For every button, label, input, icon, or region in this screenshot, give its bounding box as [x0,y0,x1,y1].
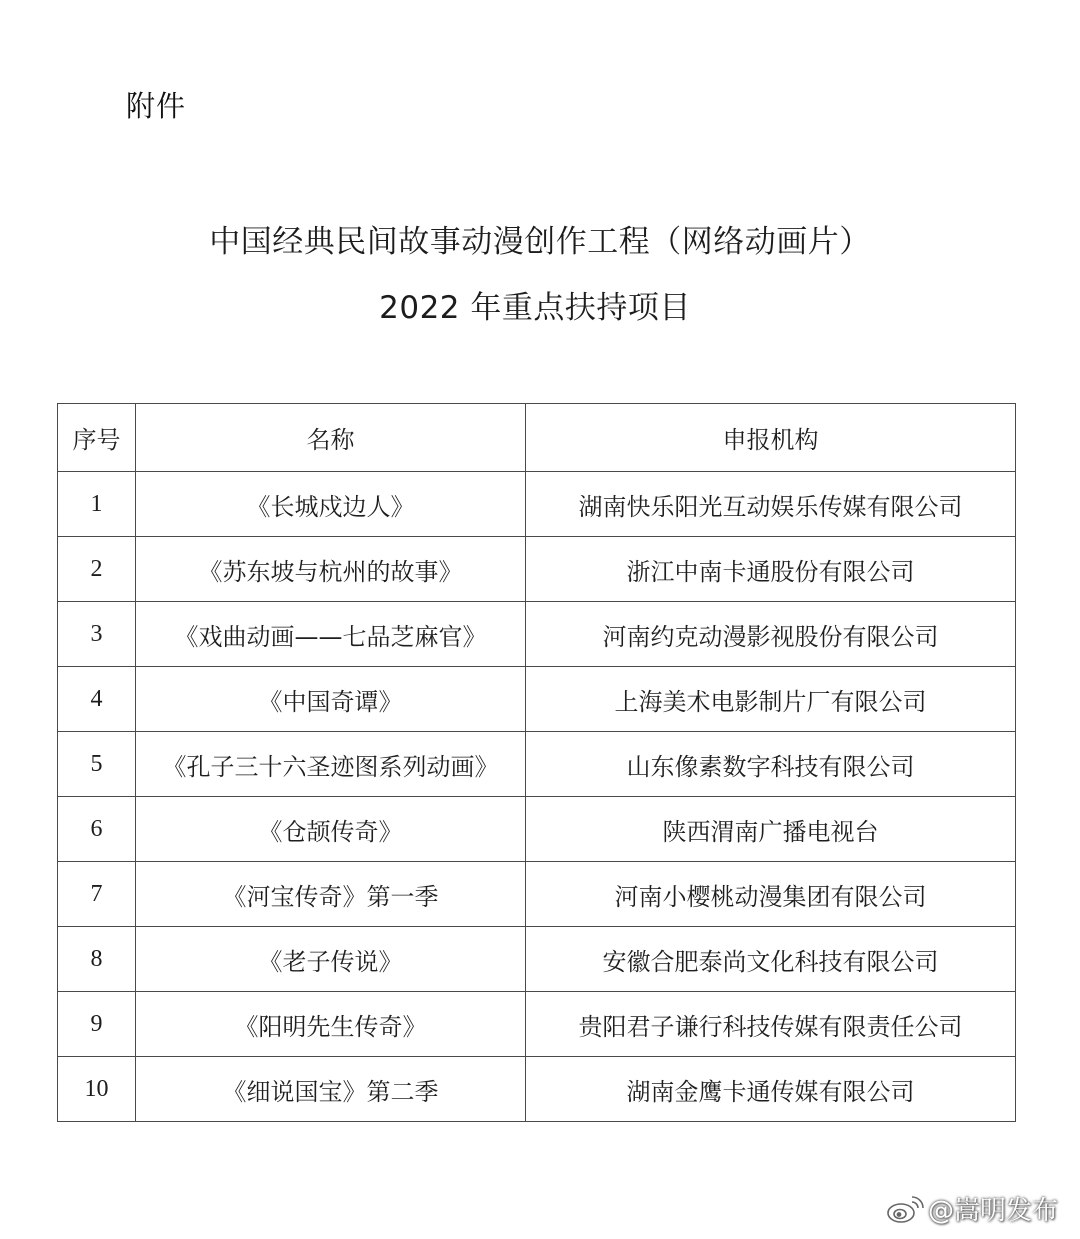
table-row [58,537,1016,602]
table-row [58,992,1016,1057]
table-header-row [58,404,1016,472]
row-organization: 河南约克动漫影视股份有限公司 [526,602,1016,667]
row-name: 《细说国宝》第二季 [136,1057,526,1122]
header-organization: 申报机构 [526,404,1016,472]
row-name: 《苏东坡与杭州的故事》 [136,537,526,602]
row-name: 《仓颉传奇》 [136,797,526,862]
project-table [57,403,1016,1122]
row-organization: 贵阳君子谦行科技传媒有限责任公司 [526,992,1016,1057]
row-number: 8 [58,927,136,992]
row-organization: 安徽合肥泰尚文化科技有限公司 [526,927,1016,992]
row-name: 《阳明先生传奇》 [136,992,526,1057]
title-text-line1: 中国经典民间故事动漫创作工程（网络动画片） [209,224,871,260]
row-name: 《戏曲动画——七品芝麻官》 [136,602,526,667]
watermark [886,1190,1058,1227]
row-name: 《孔子三十六圣迹图系列动画》 [136,732,526,797]
header-name: 名称 [136,404,526,472]
table-row [58,472,1016,537]
document-title-line1 [0,220,1080,264]
row-organization: 湖南金鹰卡通传媒有限公司 [526,1057,1016,1122]
attachment-label: 附件 [126,89,187,123]
header-number: 序号 [58,404,136,472]
table-row [58,1057,1016,1122]
row-number: 3 [58,602,136,667]
row-name: 《长城戍边人》 [136,472,526,537]
row-name: 《河宝传奇》第一季 [136,862,526,927]
row-organization: 湖南快乐阳光互动娱乐传媒有限公司 [526,472,1016,537]
watermark-text: @嵩明发布 [927,1196,1058,1226]
row-organization: 山东像素数字科技有限公司 [526,732,1016,797]
table-row [58,732,1016,797]
table-row [58,862,1016,927]
table-row [58,927,1016,992]
row-organization: 上海美术电影制片厂有限公司 [526,667,1016,732]
row-number: 6 [58,797,136,862]
row-name: 《中国奇谭》 [136,667,526,732]
title-text-line2: 2022 年重点扶持项目 [379,290,691,326]
row-organization: 河南小樱桃动漫集团有限公司 [526,862,1016,927]
row-name: 《老子传说》 [136,927,526,992]
table-row [58,602,1016,667]
weibo-icon [886,1193,924,1225]
row-number: 4 [58,667,136,732]
row-number: 9 [58,992,136,1057]
row-organization: 浙江中南卡通股份有限公司 [526,537,1016,602]
row-number: 2 [58,537,136,602]
row-number: 5 [58,732,136,797]
table-row [58,667,1016,732]
table-row [58,797,1016,862]
row-number: 1 [58,472,136,537]
row-number: 10 [58,1057,136,1122]
row-organization: 陕西渭南广播电视台 [526,797,1016,862]
row-number: 7 [58,862,136,927]
document-title-line2 [0,286,1080,330]
